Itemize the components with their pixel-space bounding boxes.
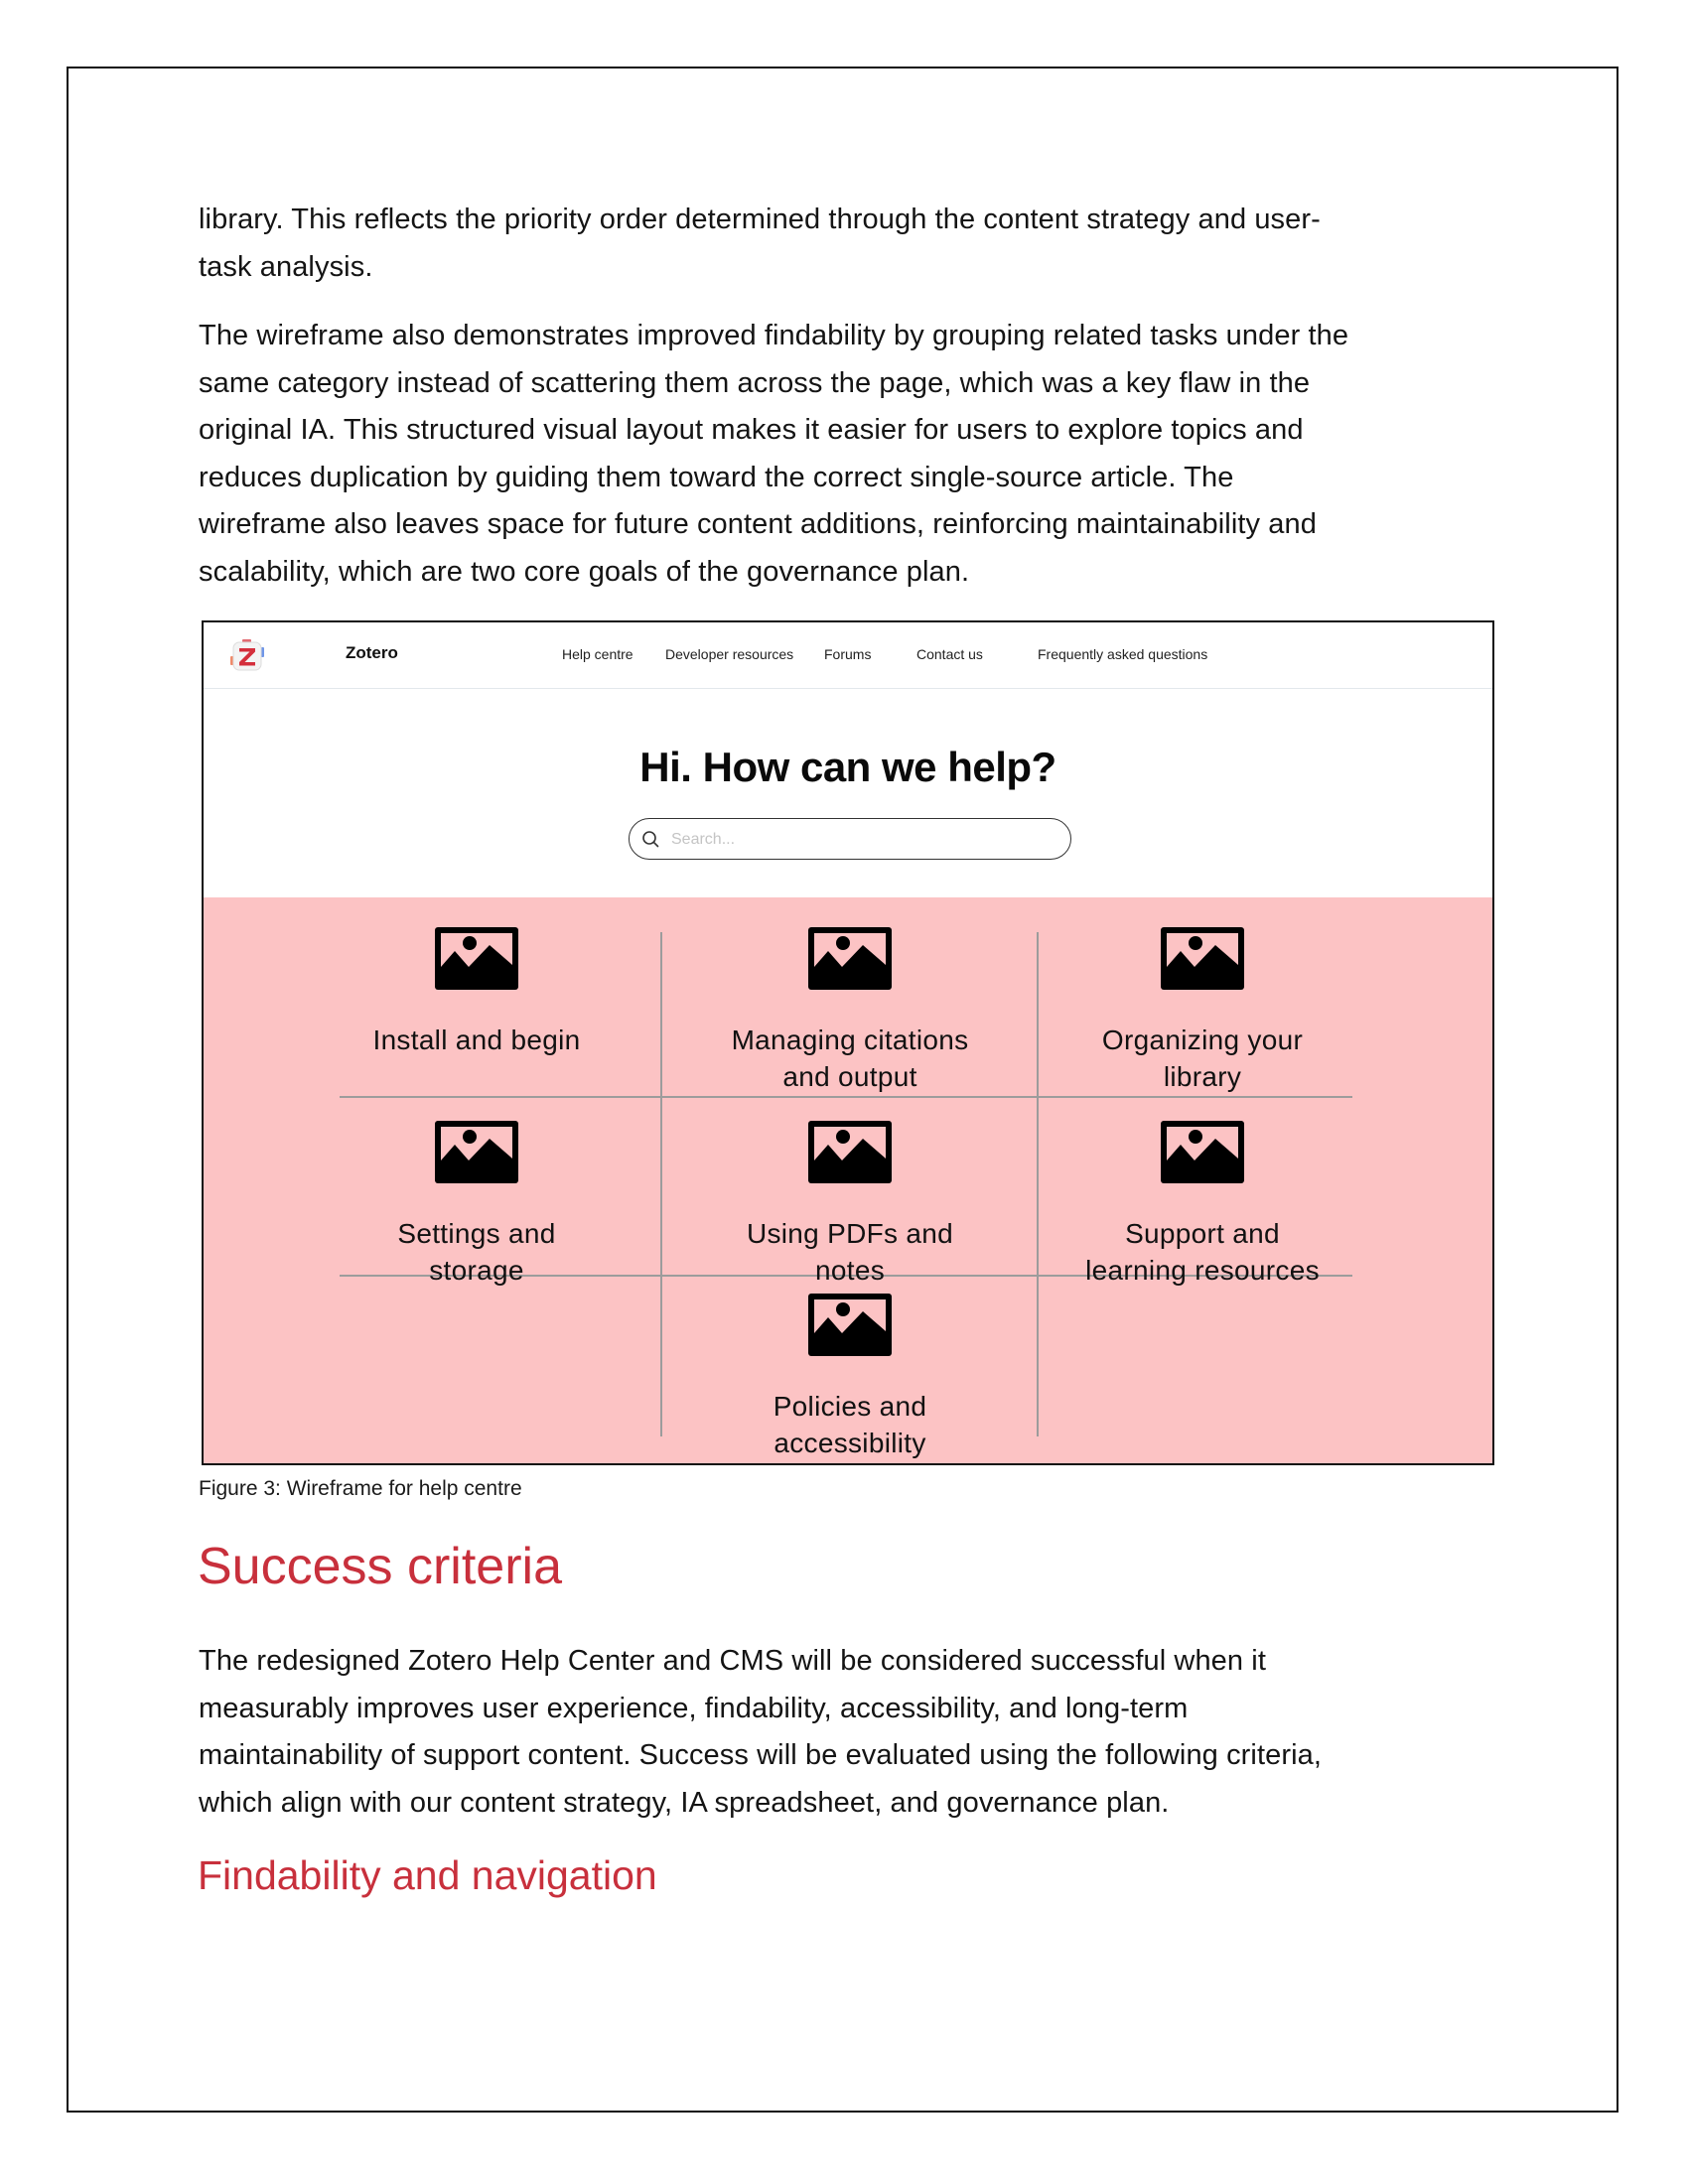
search-input[interactable]: [669, 827, 1060, 853]
image-icon: [806, 1292, 894, 1358]
wireframe-figure: [202, 620, 1494, 1465]
image-icon: [1159, 1119, 1246, 1185]
tile-label: Support and learning resources: [1085, 1218, 1320, 1286]
tile-label: Managing citations and output: [731, 1024, 969, 1092]
tile-label: Install and begin: [372, 1024, 581, 1055]
paragraph-success-intro: [199, 1638, 1489, 1827]
image-icon: [806, 1119, 894, 1185]
tile-using-pdfs-notes[interactable]: [686, 1119, 1014, 1289]
text-line: measurably improves user experience, findability, accessibility, and long-term: [199, 1692, 1189, 1724]
tile-label: Organizing your library: [1101, 1024, 1304, 1092]
text-line: task analysis.: [199, 250, 373, 283]
search-bar[interactable]: [629, 818, 1071, 860]
heading-success-criteria: Success criteria: [198, 1538, 562, 1595]
nav-forums[interactable]: Forums: [824, 646, 872, 662]
category-grid: [204, 897, 1492, 1465]
search-icon: [641, 830, 659, 848]
tile-managing-citations[interactable]: [686, 925, 1014, 1095]
tile-label: Settings and storage: [397, 1218, 556, 1286]
paragraph-wireframe-description: [199, 313, 1489, 596]
brand-name[interactable]: Zotero: [346, 643, 398, 662]
nav-contact-us[interactable]: Contact us: [916, 646, 983, 662]
wireframe-header: [204, 622, 1492, 689]
image-icon: [806, 925, 894, 992]
tile-install-and-begin[interactable]: [313, 925, 640, 1058]
tile-settings-storage[interactable]: [313, 1119, 640, 1289]
text-line: The wireframe also demonstrates improved findability by grouping related tasks under the: [199, 320, 1349, 351]
zotero-logo-icon[interactable]: [229, 638, 265, 674]
grid-divider-vertical: [660, 932, 662, 1436]
text-line: original IA. This structured visual layout makes it easier for users to explore topics and: [199, 414, 1304, 446]
figure-caption: Figure 3: Wireframe for help centre: [199, 1477, 522, 1500]
grid-divider-horizontal: [340, 1096, 1352, 1098]
tile-label: Policies and accessibility: [773, 1391, 927, 1458]
tile-support-learning[interactable]: [1039, 1119, 1366, 1289]
text-line: scalability, which are two core goals of the governance plan.: [199, 555, 970, 588]
nav-faq[interactable]: Frequently asked questions: [1038, 646, 1208, 662]
text-line: which align with our content strategy, IA spreadsheet, and governance plan.: [199, 1786, 1170, 1819]
heading-findability-navigation: Findability and navigation: [198, 1852, 657, 1898]
image-icon: [433, 925, 520, 992]
paragraph-intro: [199, 197, 1489, 291]
nav-developer-resources[interactable]: Developer resources: [665, 646, 794, 662]
tile-organizing-library[interactable]: [1039, 925, 1366, 1095]
nav-help-centre[interactable]: Help centre: [562, 646, 633, 662]
text-line: maintainability of support content. Success will be evaluated using the following criteria,: [199, 1739, 1323, 1771]
text-line: reduces duplication by guiding them toward the correct single-source article. The: [199, 461, 1234, 493]
tile-policies-accessibility[interactable]: [686, 1292, 1014, 1461]
image-icon: [1159, 925, 1246, 992]
text-line: same category instead of scattering them across the page, which was a key flaw in the: [199, 366, 1311, 399]
text-line: wireframe also leaves space for future content additions, reinforcing maintainability and: [199, 508, 1317, 540]
text-line: The redesigned Zotero Help Center and CMS will be considered successful when it: [199, 1645, 1266, 1677]
image-icon: [433, 1119, 520, 1185]
text-line: library. This reflects the priority order determined through the content strategy and user-: [199, 204, 1321, 235]
hero-title: Hi. How can we help?: [639, 744, 1056, 790]
tile-label: Using PDFs and notes: [746, 1218, 954, 1286]
